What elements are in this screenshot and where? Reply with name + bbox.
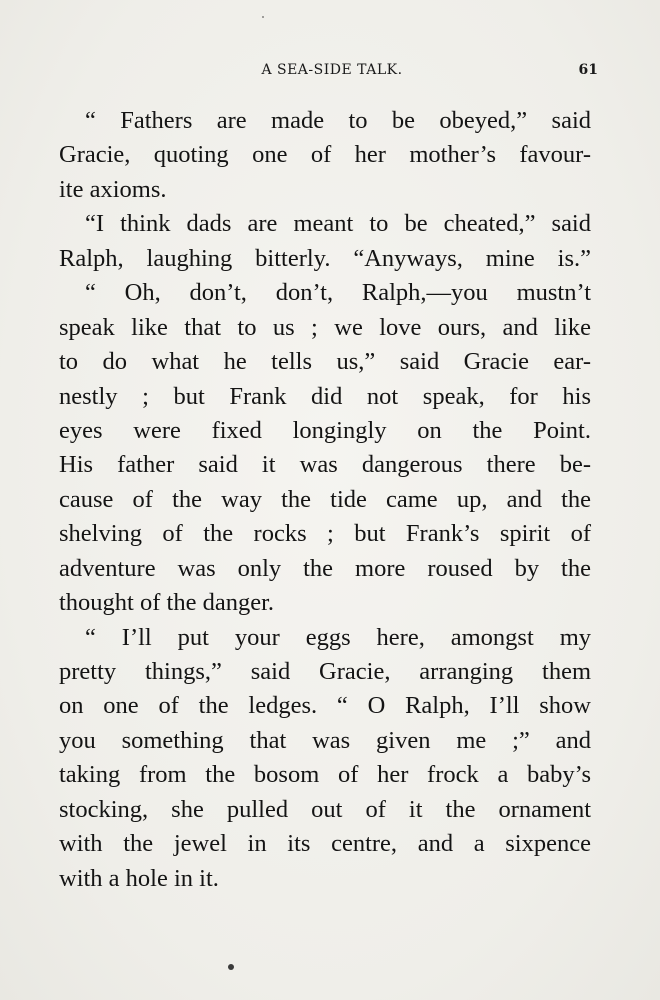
running-head [0, 62, 660, 86]
text-line: stocking, she pulled out of it the ornament [59, 795, 591, 823]
text-line: with the jewel in its centre, and a sixpence [59, 830, 591, 858]
text-line: “ Oh, don’t, don’t, Ralph,—you mustn’t [85, 279, 591, 307]
text-line: cause of the way the tide came up, and the [59, 485, 591, 513]
text-line: nestly ; but Frank did not speak, for his [59, 382, 591, 410]
text-line: to do what he tells us,” said Gracie ear- [59, 348, 591, 376]
text-line: speak like that to us ; we love ours, and like [59, 313, 591, 341]
text-line: pretty things,” said Gracie, arranging them [59, 658, 591, 685]
text-line: with a hole in it. [59, 864, 219, 892]
text-line: His father said it was dangerous there be- [59, 451, 591, 479]
text-line: Ralph, laughing bitterly. “Anyways, mine is.” [59, 244, 591, 272]
text-line: on one of the ledges. “ O Ralph, I’ll show [59, 692, 591, 720]
text-line: “ Fathers are made to be obeyed,” said [85, 107, 591, 134]
body-text [59, 104, 591, 896]
ink-speck [262, 16, 264, 18]
chapter-title: A SEA-SIDE TALK. [261, 62, 403, 78]
text-line: adventure was only the more roused by the [59, 554, 591, 582]
text-line: shelving of the rocks ; but Frank’s spirit of [59, 520, 591, 548]
text-line: ite axioms. [59, 175, 167, 203]
text-line: thought of the danger. [59, 589, 275, 617]
page-number: 61 [578, 62, 598, 78]
text-line: Gracie, quoting one of her mother’s favour- [59, 141, 591, 169]
text-line: “I think dads are meant to be cheated,” said [85, 210, 591, 238]
text-line: “ I’ll put your eggs here, amongst my [85, 623, 591, 651]
ink-speck [228, 964, 234, 970]
text-line: you something that was given me ;” and [59, 726, 591, 754]
text-line: taking from the bosom of her frock a baby’s [59, 761, 591, 789]
text-line: eyes were fixed longingly on the Point. [59, 416, 591, 444]
